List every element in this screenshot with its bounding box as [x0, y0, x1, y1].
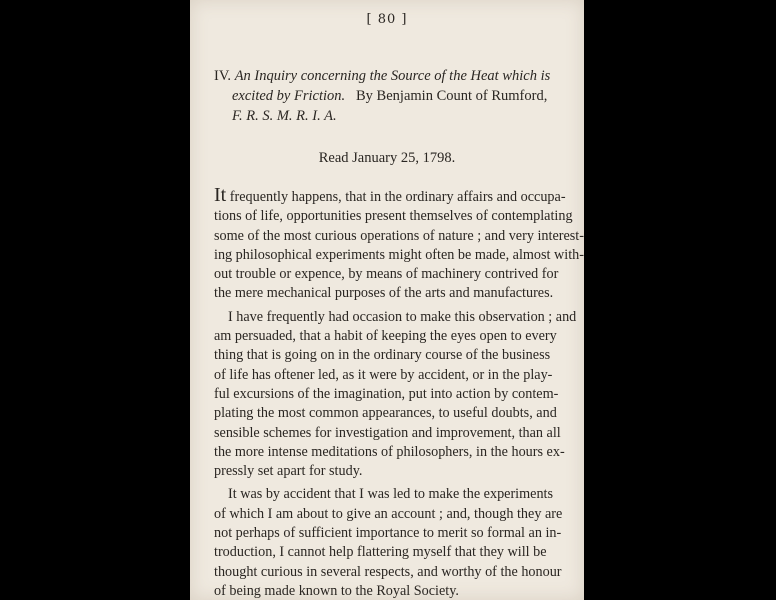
- paragraph-3-line: not perhaps of sufficient importance to merit so formal an in-: [214, 525, 562, 542]
- read-date: Read January 25, 1798.: [318, 150, 456, 166]
- paragraph-2-line: am persuaded, that a habit of keeping the eyes open to every: [214, 328, 557, 345]
- paragraph-3-line: of which I am about to give an account ; and, though they are: [214, 505, 563, 522]
- paragraph-2-line: pressly set apart for study.: [214, 463, 363, 480]
- title-credentials: F. R. S. M. R. I. A.: [232, 108, 337, 124]
- paragraph-1-line: some of the most curious operations of nature ; and very interest-: [214, 227, 584, 244]
- paragraph-3-line: thought curious in several respects, and worthy of the honour: [214, 563, 562, 580]
- title-line-2: [214, 86, 548, 106]
- title-author: By Benjamin Count of Rumford,: [356, 88, 548, 104]
- paragraph-2-line: the more intense meditations of philosophers, in the hours ex-: [214, 443, 565, 460]
- paragraph-2-line: sensible schemes for investigation and improvement, than all: [214, 424, 561, 441]
- page-number: [ 80 ]: [366, 12, 408, 27]
- paragraph-1-line: ing philosophical experiments might often be made, almost with-: [214, 246, 584, 263]
- paragraph-2-line: I have frequently had occasion to make this observation ; and: [228, 308, 577, 325]
- paragraph-2-line: plating the most common appearances, to useful doubts, and: [214, 405, 557, 422]
- paragraph-3-line: troduction, I cannot help flattering myself that they will be: [214, 544, 547, 561]
- paragraph-2-line: ful excursions of the imagination, put into action by contem-: [214, 385, 559, 402]
- paragraph-1-line: the mere mechanical purposes of the arts and manufactures.: [214, 285, 554, 302]
- book-page: [190, 0, 584, 600]
- title-italic-1: An Inquiry concerning the Source of the Heat which is: [234, 68, 551, 84]
- paragraph-1-line: It frequently happens, that in the ordinary affairs and occupa-: [214, 184, 566, 206]
- drop-cap: It: [214, 184, 227, 206]
- paragraph-1-line: out trouble or expence, by means of machinery contrived for: [214, 266, 559, 283]
- title-line-3: [214, 106, 544, 126]
- title-line-1: [214, 66, 551, 86]
- body-text: [214, 184, 584, 600]
- article-title: [214, 66, 551, 126]
- paragraph-1-line: tions of life, opportunities present themselves of contemplating: [214, 208, 573, 225]
- title-italic-2: excited by Friction.: [232, 88, 346, 104]
- paragraph-3-line: It was by accident that I was led to make the experiments: [228, 486, 554, 503]
- paragraph-2-line: of life has oftener led, as it were by accident, or in the play-: [214, 366, 553, 383]
- paragraph-2-line: thing that is going on in the ordinary course of the business: [214, 347, 551, 364]
- title-numeral: IV.: [214, 68, 232, 84]
- paragraph-3-line: of being made known to the Royal Society.: [214, 582, 459, 599]
